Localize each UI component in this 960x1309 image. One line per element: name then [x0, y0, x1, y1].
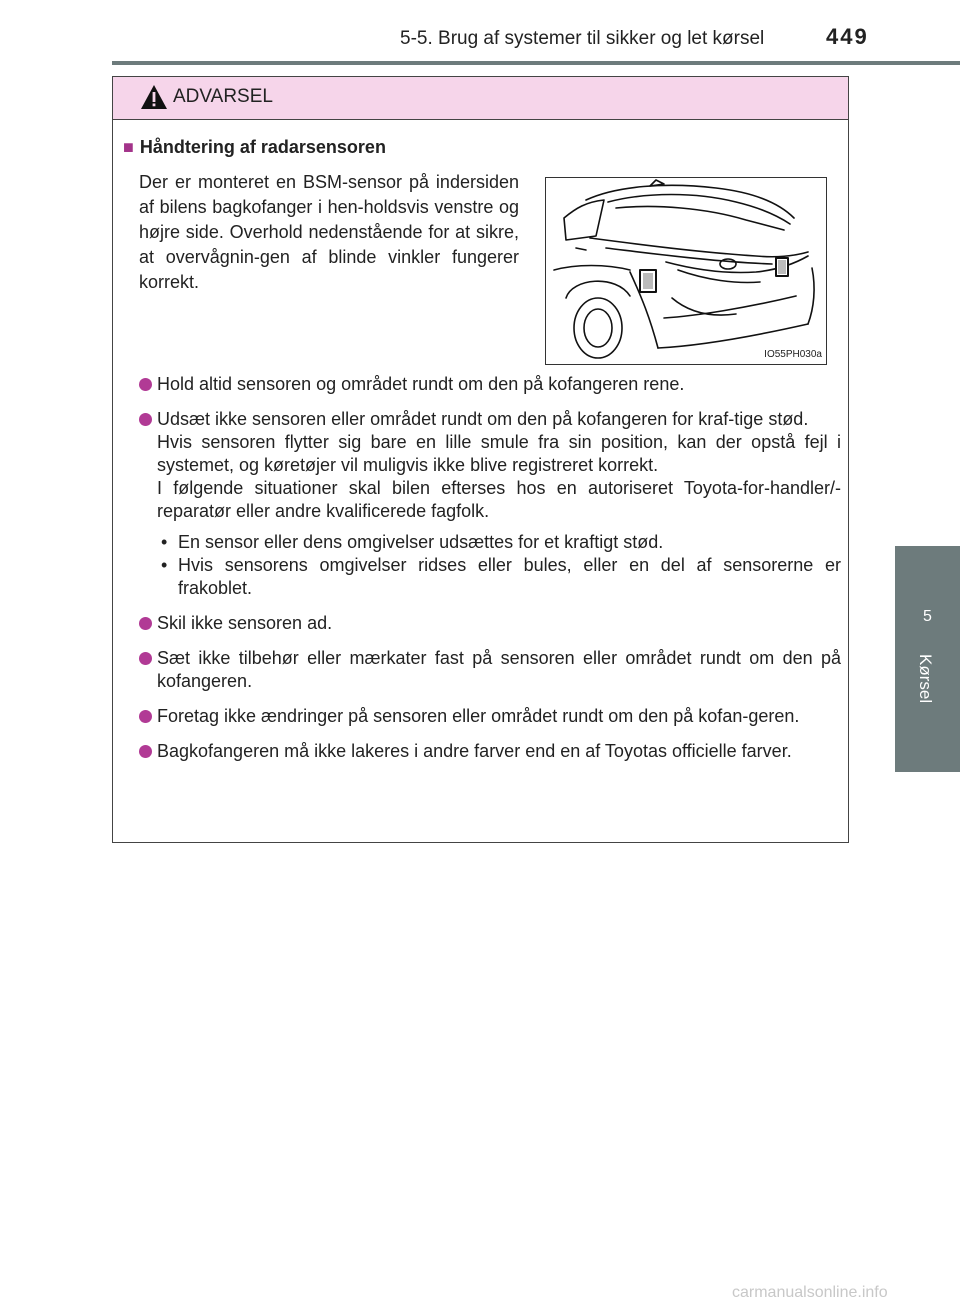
section-heading-text: Håndtering af radarsensoren: [139, 137, 386, 157]
intro-paragraph: Der er monteret en BSM-sensor på indersiden af bilens bagkofanger i hen-holdsvis venstre og højre side. Overhold nedenstående for at sikre, at overvågnin-gen af blinde vinkler fungerer korrekt.: [139, 172, 519, 292]
watermark: carmanualsonline.info: [732, 1284, 888, 1301]
list-item: [127, 647, 841, 693]
list-item-text: Skil ikke sensoren ad.: [157, 613, 333, 633]
list-item-text-2: Hvis sensoren flytter sig bare en lille smule fra sin position, kan der opstå fejl i systemet, og køretøjer vil muligvis ikke blive registreret korrekt.: [157, 432, 841, 475]
sub-bullet-text: En sensor eller dens omgivelser udsættes for et kraftigt stød.: [178, 532, 664, 552]
list-item-text: Sæt ikke tilbehør eller mærkater fast på sensoren eller området rundt om den på kofangeren.: [157, 648, 841, 691]
header-divider: [112, 61, 960, 65]
round-bullet-icon: [139, 617, 152, 630]
square-bullet-icon: ■: [123, 137, 134, 157]
warning-title: ADVARSEL: [173, 86, 273, 107]
page-number: 449: [826, 24, 869, 49]
chapter-side-tab: [895, 546, 960, 772]
small-bullet-icon: •: [161, 532, 168, 552]
sub-bullet-text: Hvis sensorens omgivelser ridses eller bules, eller en del af sensorerne er frakoblet.: [178, 555, 841, 598]
list-item-text: Bagkofangeren må ikke lakeres i andre farver end en af Toyotas officielle farver.: [157, 741, 792, 761]
sub-bullet-list: [157, 531, 841, 600]
list-item-text: Foretag ikke ændringer på sensoren eller området rundt om den på kofan-geren.: [157, 706, 800, 726]
sub-bullet-item: [157, 531, 841, 554]
list-item-text: Udsæt ikke sensoren eller området rundt om den på kofangeren for kraf-tige stød.: [157, 409, 809, 429]
round-bullet-icon: [139, 745, 152, 758]
figure-code: IO55PH030a: [764, 349, 822, 360]
list-item: [127, 373, 841, 396]
round-bullet-icon: [139, 710, 152, 723]
bsm-sensor-illustration: [545, 177, 827, 365]
small-bullet-icon: •: [161, 555, 168, 575]
chapter-number: 5: [923, 608, 932, 625]
list-item: [127, 705, 841, 728]
page-header-title: 5-5. Brug af systemer til sikker og let kørsel: [400, 28, 765, 49]
list-item: [127, 740, 841, 763]
warning-list: [127, 373, 841, 775]
list-item: [127, 408, 841, 600]
list-item: [127, 612, 841, 635]
warning-box: [112, 76, 849, 843]
round-bullet-icon: [139, 378, 152, 391]
chapter-label-wrap: [895, 546, 960, 772]
section-heading: [123, 137, 386, 158]
chapter-label: Kørsel: [916, 654, 935, 704]
warning-header: [113, 77, 848, 120]
warning-triangle-icon: [140, 84, 168, 110]
round-bullet-icon: [139, 413, 152, 426]
list-item-text-3: I følgende situationer skal bilen efterses hos en autoriseret Toyota-for-handler/-reparatør eller andre kvalificerede fagfolk.: [157, 478, 841, 521]
list-item-text: Hold altid sensoren og området rundt om den på kofangeren rene.: [157, 374, 685, 394]
round-bullet-icon: [139, 652, 152, 665]
car-rear-illustration: [546, 178, 826, 364]
sub-bullet-item: [157, 554, 841, 600]
